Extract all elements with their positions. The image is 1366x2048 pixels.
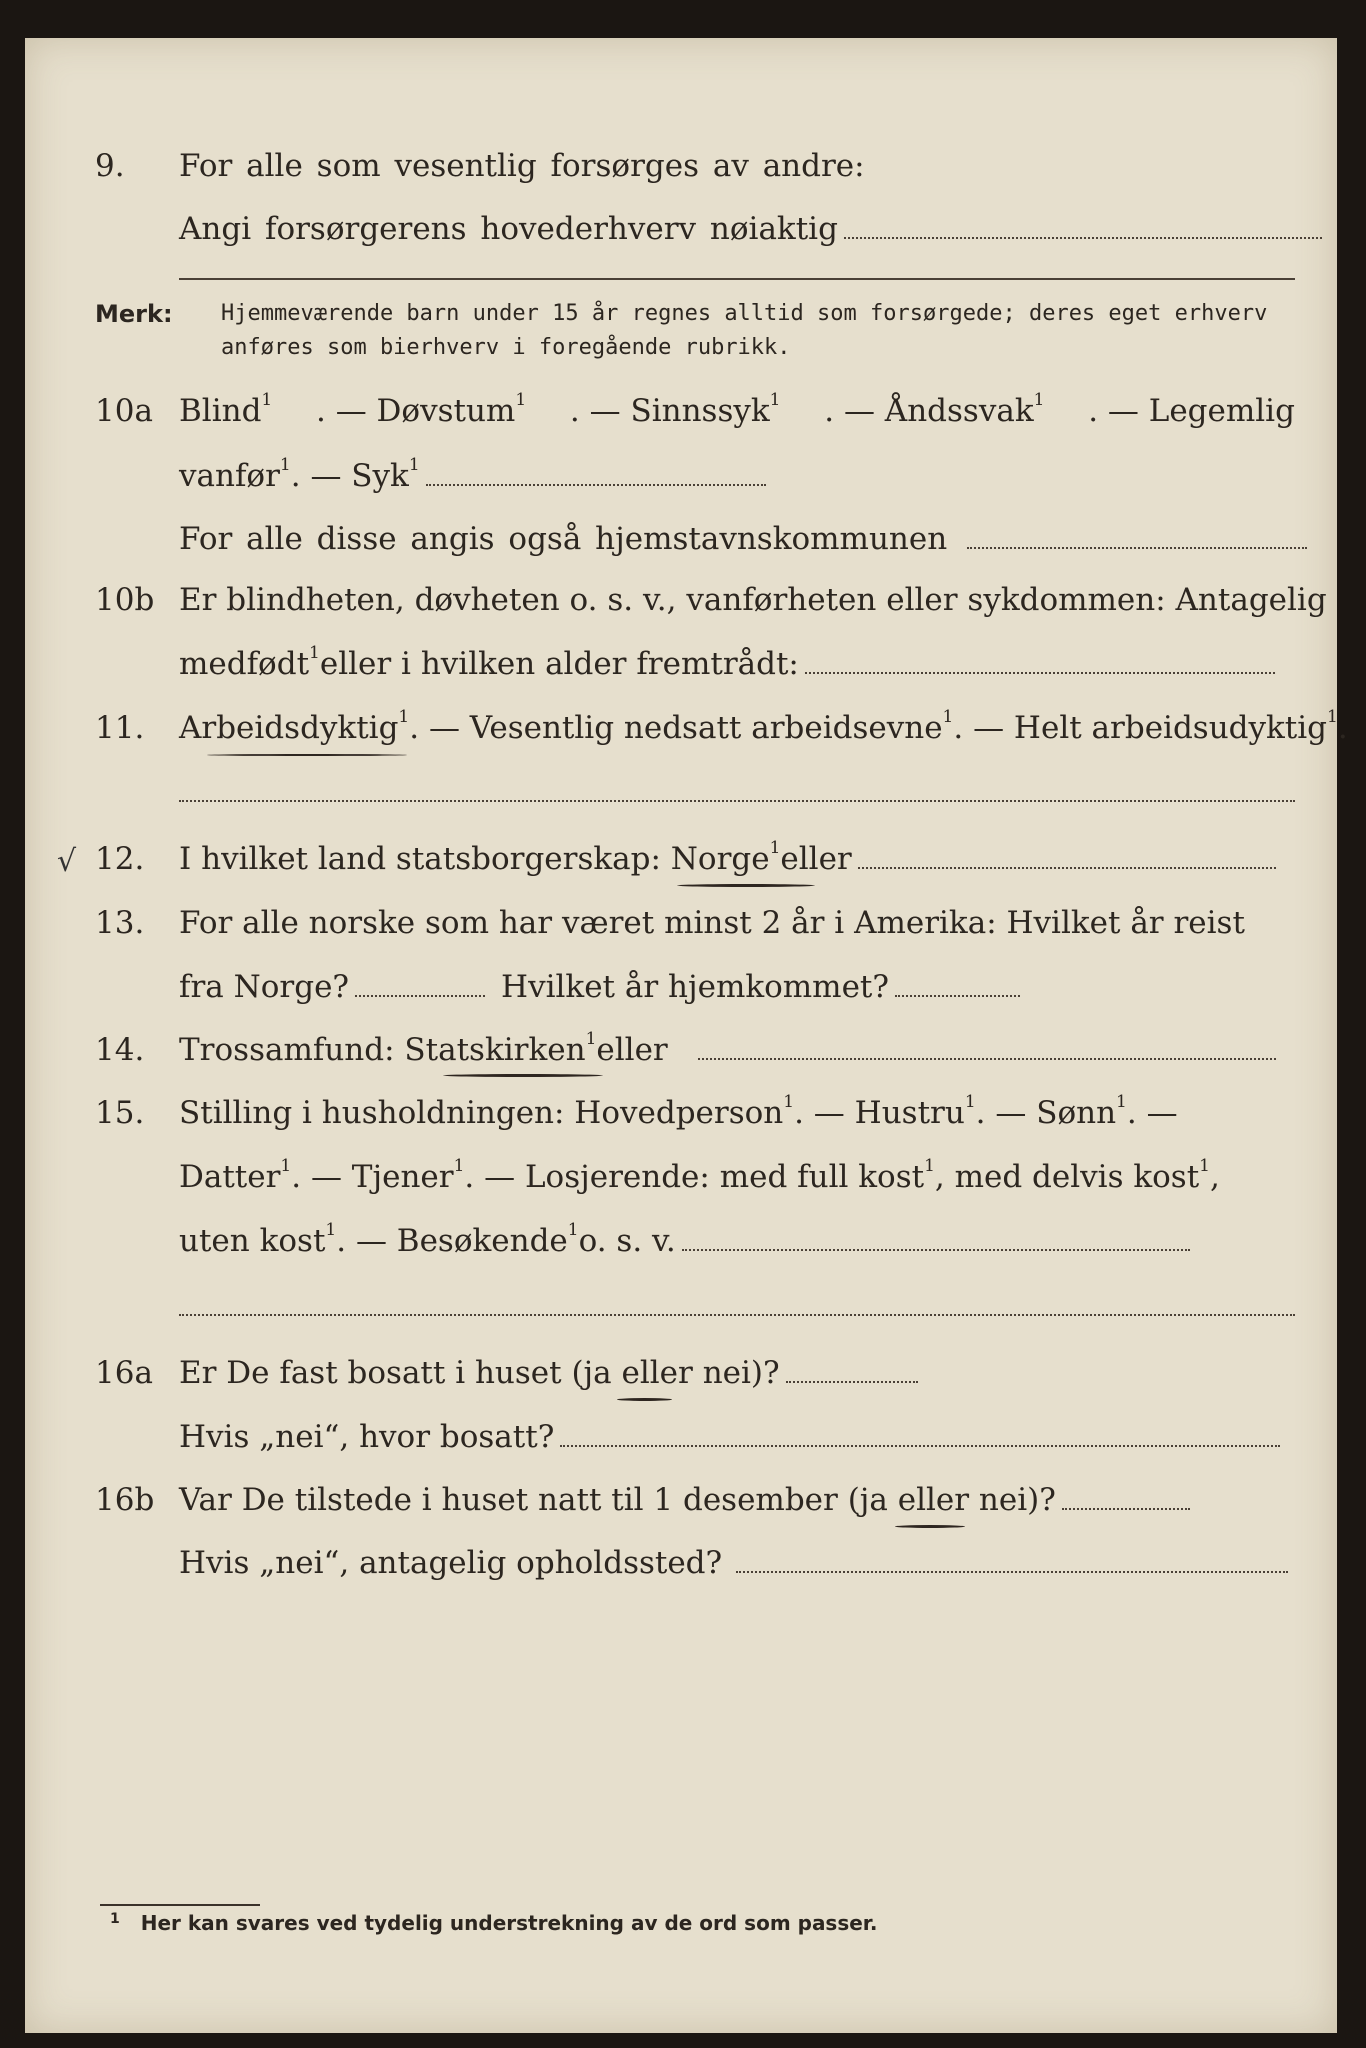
q11-handwritten-underline (207, 754, 407, 756)
merk-label: Merk: (95, 300, 173, 328)
q15-text-osv: o. s. v. (578, 1223, 676, 1259)
q14-text-eller: eller (596, 1032, 668, 1068)
q13-text-reist: fra Norge? (179, 969, 350, 1005)
q11-option-udyktig[interactable]: . — Helt arbeidsudyktig$^1$. (953, 707, 1348, 746)
q16a-answer-line[interactable] (786, 1379, 918, 1383)
q10a-syk-answer-line[interactable] (426, 482, 766, 486)
q10b-row-1 (25, 575, 1337, 625)
q15-option-datter[interactable]: Datter$^1$ (179, 1156, 292, 1195)
q15-row-3 (25, 1216, 1337, 1266)
q11-option-arbeidsdyktig[interactable]: Arbeidsdyktig$^1$ (179, 707, 410, 746)
q16b-text-2: Hvis „nei“, antagelig opholdssted? (179, 1545, 723, 1581)
q16a-row-2 (25, 1412, 1337, 1462)
footnote-text: Her kan svares ved tydelig understrekning av de ord som passer. (140, 1911, 878, 1935)
q15-option-besokende[interactable]: . — Besøkende$^1$ (336, 1220, 579, 1259)
q15-row-1 (25, 1088, 1337, 1138)
q14-handwritten-underline (443, 1074, 603, 1077)
q16a-text-2: Hvis „nei“, hvor bosatt? (179, 1419, 555, 1455)
footnote-rule (100, 1904, 260, 1906)
q11-option-nedsatt[interactable]: . — Vesentlig nedsatt arbeidsevne$^1$ (409, 707, 954, 746)
q10a-option-sinnssyk[interactable]: . — Sinnssyk$^1$ (569, 390, 781, 429)
q10a-option-legemlig[interactable]: . — Legemlig (1088, 393, 1295, 429)
q10a-option-dovstum[interactable]: . — Døvstum$^1$ (316, 390, 527, 429)
q11-row (25, 703, 1348, 753)
q14-number: 14. (95, 1032, 145, 1068)
q16a-number: 16a (95, 1355, 153, 1391)
q16b-row-1 (25, 1475, 1337, 1525)
q14-option-statskirken[interactable]: Trossamfund: Statskirken$^1$ (179, 1029, 597, 1068)
q13-row-2 (25, 962, 1337, 1012)
q15-number: 15. (95, 1095, 145, 1131)
q15-row-2 (25, 1152, 1337, 1202)
q10a-number: 10a (95, 393, 153, 429)
q15-option-full-kost[interactable]: . — Losjerende: med full kost$^1$ (464, 1156, 935, 1195)
q10a-row-2 (25, 451, 1337, 501)
q10b-text-2: eller i hvilken alder fremtrådt: (319, 646, 799, 682)
q12-text-eller: eller (780, 841, 852, 877)
q15-answer-line[interactable] (682, 1247, 1190, 1251)
q10a-option-andssvak[interactable]: . — Åndssvak$^1$ (824, 390, 1045, 429)
q15-dash: . — (1126, 1095, 1178, 1131)
q13-reist-answer-line[interactable] (355, 993, 485, 997)
q10b-answer-line[interactable] (805, 670, 1275, 674)
q10a-text-3: For alle disse angis også hjemstavnskommunen (179, 521, 948, 557)
q9-number: 9. (95, 148, 125, 184)
q14-answer-line[interactable] (698, 1056, 1276, 1060)
q9-row-2 (25, 204, 1337, 254)
q9-answer-line[interactable] (844, 235, 1322, 239)
q10b-number: 10b (95, 582, 155, 618)
q11-answer-line[interactable] (179, 800, 1295, 802)
q9-text-1: For alle som vesentlig forsørges av andre: (179, 148, 865, 184)
merk-text-2: anføres som bierhverv i foregående rubrikk. (221, 335, 791, 360)
q15-option-sonn[interactable]: . — Sønn$^1$ (975, 1092, 1127, 1131)
q16b-answer-line[interactable] (1062, 1506, 1190, 1510)
q12-check-mark: √ (57, 844, 77, 879)
q10a-hometown-answer-line[interactable] (967, 545, 1307, 549)
q10a-option-syk[interactable]: . — Syk$^1$ (290, 455, 420, 494)
q14-row (25, 1025, 1337, 1075)
footnote-mark: 1 (110, 1911, 120, 1927)
q10a-row-3 (25, 514, 1337, 564)
q10a-option-vanfor[interactable]: vanfør$^1$ (179, 455, 291, 494)
q15-option-tjener[interactable]: . — Tjener$^1$ (291, 1156, 465, 1195)
q10a-option-blind[interactable]: Blind$^1$ (179, 390, 273, 429)
q9-row-1 (25, 141, 1337, 191)
q12-row (25, 834, 1337, 884)
q11-number: 11. (95, 710, 145, 746)
q9-answer-line-2[interactable] (179, 278, 1295, 280)
merk-text-1: Hjemmeværende barn under 15 år regnes alltid som forsørgede; deres eget erhverv (221, 301, 1268, 326)
q13-text-hjemkommet: Hvilket år hjemkommet? (501, 969, 890, 1005)
q16a-text-1: Er De fast bosatt i huset (ja eller nei)? (179, 1355, 780, 1391)
q10b-row-2 (25, 639, 1337, 689)
q13-hjemkommet-answer-line[interactable] (895, 993, 1020, 997)
q12-number: 12. (95, 841, 145, 877)
q16a-row-1 (25, 1348, 1337, 1398)
q15-option-delvis-kost[interactable]: , med delvis kost$^1$, (934, 1156, 1220, 1195)
census-form-page (25, 38, 1348, 2033)
q13-text-1: For alle norske som har været minst 2 år i Amerika: Hvilket år reist (179, 905, 1245, 941)
q15-text-stilling[interactable]: Stilling i husholdningen: Hovedperson$^1$ (179, 1092, 795, 1131)
q16b-opholdssted-answer-line[interactable] (736, 1569, 1288, 1573)
q15-option-uten-kost[interactable]: uten kost$^1$ (179, 1220, 337, 1259)
q16b-text-1: Var De tilstede i huset natt til 1 desember (ja eller nei)? (179, 1482, 1056, 1518)
q9-text-2: Angi forsørgerens hovederhverv nøiaktig (179, 211, 838, 247)
q16b-row-2 (25, 1538, 1337, 1588)
q16b-handwritten-underline (895, 1525, 965, 1528)
q15-answer-line-2[interactable] (179, 1314, 1295, 1316)
merk-row-2 (25, 331, 1337, 381)
q10b-text-1: Er blindheten, døvheten o. s. v., vanførheten eller sykdommen: Antagelig (179, 582, 1327, 618)
footnote (110, 1911, 877, 1935)
q16a-bosatt-answer-line[interactable] (560, 1443, 1280, 1447)
q12-handwritten-underline (677, 884, 815, 887)
q16b-number: 16b (95, 1482, 155, 1518)
q12-answer-line[interactable] (858, 865, 1276, 869)
q13-number: 13. (95, 905, 145, 941)
q10a-row-1 (25, 386, 1337, 436)
q10b-option-medfodt[interactable]: medfødt$^1$ (179, 643, 320, 682)
q15-option-hustru[interactable]: . — Hustru$^1$ (794, 1092, 976, 1131)
q13-row-1 (25, 898, 1337, 948)
q16a-handwritten-underline (617, 1398, 672, 1401)
q12-option-norge[interactable]: I hvilket land statsborgerskap: Norge$^1$ (179, 838, 781, 877)
